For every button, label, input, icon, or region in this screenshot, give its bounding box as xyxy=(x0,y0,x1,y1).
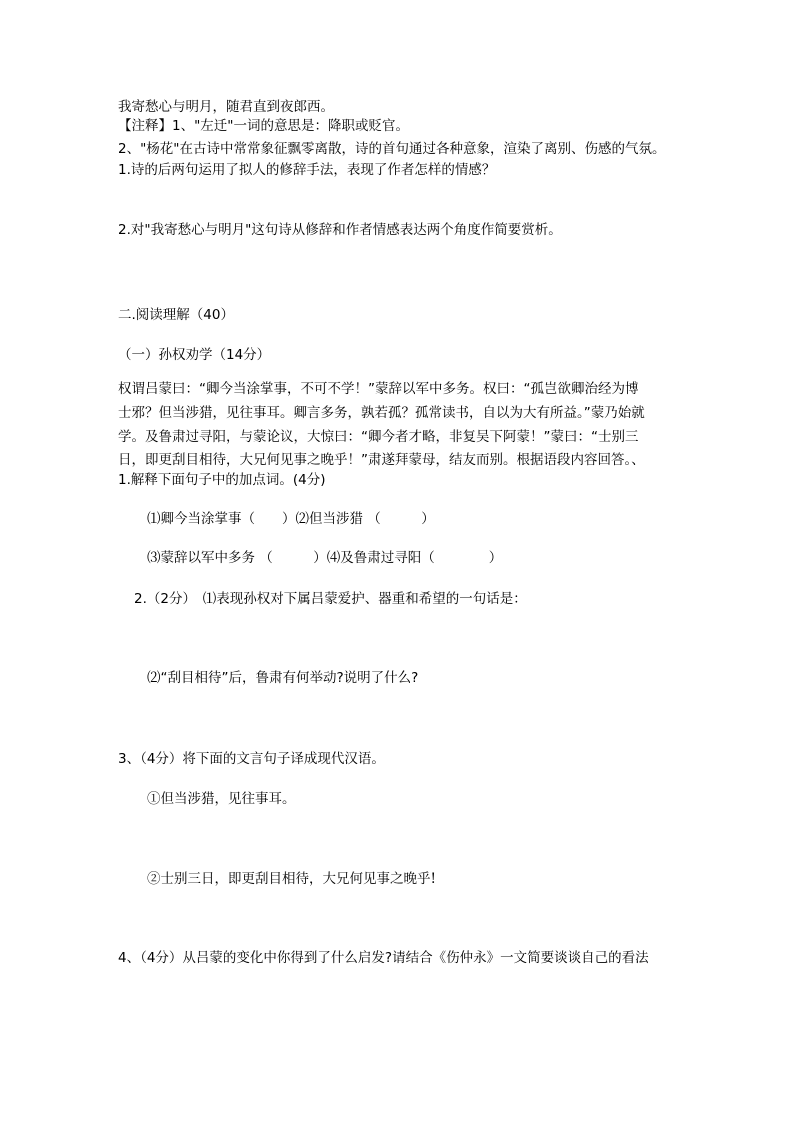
annotation-note-1 xyxy=(118,118,409,134)
section-heading: 二.阅读理解（40） xyxy=(118,307,234,323)
question-2-sub: ⑵“刮目相待”后，鲁肃有何举动?说明了什么? xyxy=(147,670,419,686)
passage-line-4: 日，即更刮目相待，大兄何见事之晚乎！”肃遂拜蒙母，结友而别。根据语段内容回答。、 xyxy=(118,452,645,468)
question-2-title: 2.（2分） ⑴表现孙权对下属吕蒙爱护、器重和希望的一句话是： xyxy=(134,591,527,607)
poem-question-2: 2.对"我寄愁心与明月"这句诗从修辞和作者情感表达两个角度作简要赏析。 xyxy=(118,222,562,238)
passage-line-3: 学。及鲁肃过寻阳，与蒙论议，大惊曰：“卿今者才略，非复吴下阿蒙！”蒙曰：“士别三 xyxy=(118,429,639,445)
passage-line-2: 士邪？但当涉猎，见往事耳。卿言多务，孰若孤？孤常读书，自以为大有所益。”蒙乃始就 xyxy=(118,405,645,421)
question-1-title: 1.解释下面句子中的加点词。(4分) xyxy=(118,472,326,488)
annotation-label: 【注释】 xyxy=(118,118,172,134)
poem-question-1: 1.诗的后两句运用了拟人的修辞手法，表现了作者怎样的情感？ xyxy=(118,162,496,178)
question-1-row-2: ⑶蒙辞以军中多务 （ ）⑷及鲁肃过寻阳（ ） xyxy=(147,550,503,566)
question-3-title: 3、（4分）将下面的文言句子译成现代汉语。 xyxy=(118,751,385,767)
annotation-note-2: 2、"杨花"在古诗中常常象征飘零离散，诗的首句通过各种意象，渲染了离别、伤感的气氛。 xyxy=(118,141,666,157)
annotation-text: 1、"左迁"一词的意思是：降职或贬官。 xyxy=(172,118,410,134)
question-4-title: 4、（4分）从吕蒙的变化中你得到了什么启发?请结合《伤仲永》一文简要谈谈自己的看法 xyxy=(118,950,649,966)
question-3-item-1: ①但当涉猎，见往事耳。 xyxy=(147,791,296,807)
poem-last-line: 我寄愁心与明月，随君直到夜郎西。 xyxy=(118,99,334,115)
question-3-item-2: ②士别三日，即更刮目相待，大兄何见事之晚乎! xyxy=(147,871,436,887)
question-1-row-1: ⑴卿今当涂掌事（ ）⑵但当涉猎 （ ） xyxy=(147,511,435,527)
passage-line-1: 权谓吕蒙曰：“卿今当涂掌事，不可不学！”蒙辞以军中多务。权曰：“孤岂欲卿治经为博 xyxy=(118,381,639,397)
subsection-heading: （一）孙权劝学（14分） xyxy=(118,347,271,363)
